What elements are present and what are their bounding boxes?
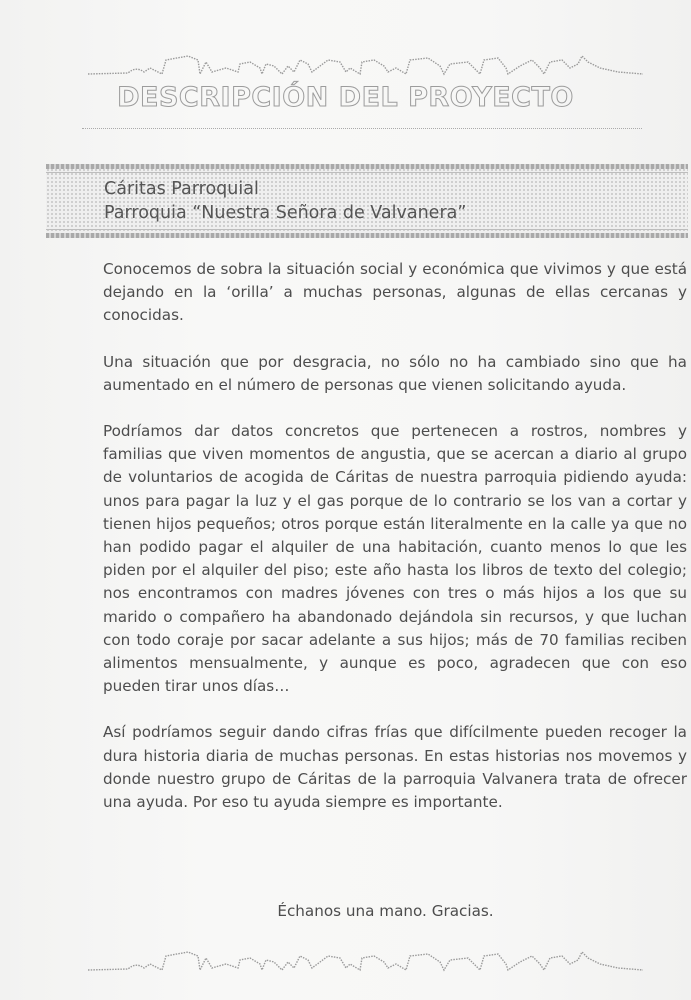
paragraph: Así podríamos seguir dando cifras frías que difícilmente pueden recoger la dura historia diaria de muchas personas. En estas historias nos movemos y donde nuestro grupo de Cáritas de la parroquia Valvanera trata de ofrecer una ayuda. Por eso tu ayuda siempre es importante. — [103, 723, 687, 812]
heading-line-parish: Parroquia “Nuestra Señora de Valvanera” — [104, 203, 467, 223]
paragraph: Podríamos dar datos concretos que pertenecen a rostros, nombres y familias que viven momentos de angustia, que se acercan a diario al grupo de voluntarios de acogida de Cáritas de nuestra parroquia pidiendo ayuda: unos para pagar la luz y el gas porque de lo contrario se los van a cortar y tienen hijos pequeños; otros porque están literalmente en la calle ya que no han podido pagar el alquiler de una habitación, cuanto menos lo que les piden por el alquiler del piso; este año hasta los libros de texto del colegio; nos encontramos con madres jóvenes con tres o más hijos a los que su marido o compañero ha abandonado dejándola sin recursos, y que luchan con todo coraje por sacar adelante a sus hijos; más de 70 familias reciben alimentos mensualmente, y aunque es poco, agradecen que con eso pueden tirar unos días… — [103, 422, 687, 696]
closing-line: Échanos una mano. Gracias. — [277, 902, 494, 920]
page-title: DESCRIPCIÓN DEL PROYECTO — [117, 82, 574, 113]
skyline-decoration-top — [88, 46, 643, 82]
band-divider-bottom — [46, 229, 688, 230]
title-divider — [82, 128, 642, 129]
heading-text — [104, 177, 466, 225]
skyline-icon — [88, 942, 643, 978]
band-divider-top — [46, 172, 688, 173]
heading-line-organization: Cáritas Parroquial — [104, 179, 259, 199]
body-text — [103, 258, 687, 837]
paragraph: Una situación que por desgracia, no sólo no ha cambiado sino que ha aumentado en el número de personas que vienen solicitando ayuda. — [103, 352, 687, 394]
skyline-icon — [88, 46, 643, 82]
heading-band — [46, 164, 688, 238]
paragraph: Conocemos de sobra la situación social y económica que vivimos y que está dejando en la ‘orilla’ a muchas personas, algunas de ellas cercanas y conocidas. — [103, 260, 687, 325]
skyline-decoration-bottom — [88, 942, 643, 978]
